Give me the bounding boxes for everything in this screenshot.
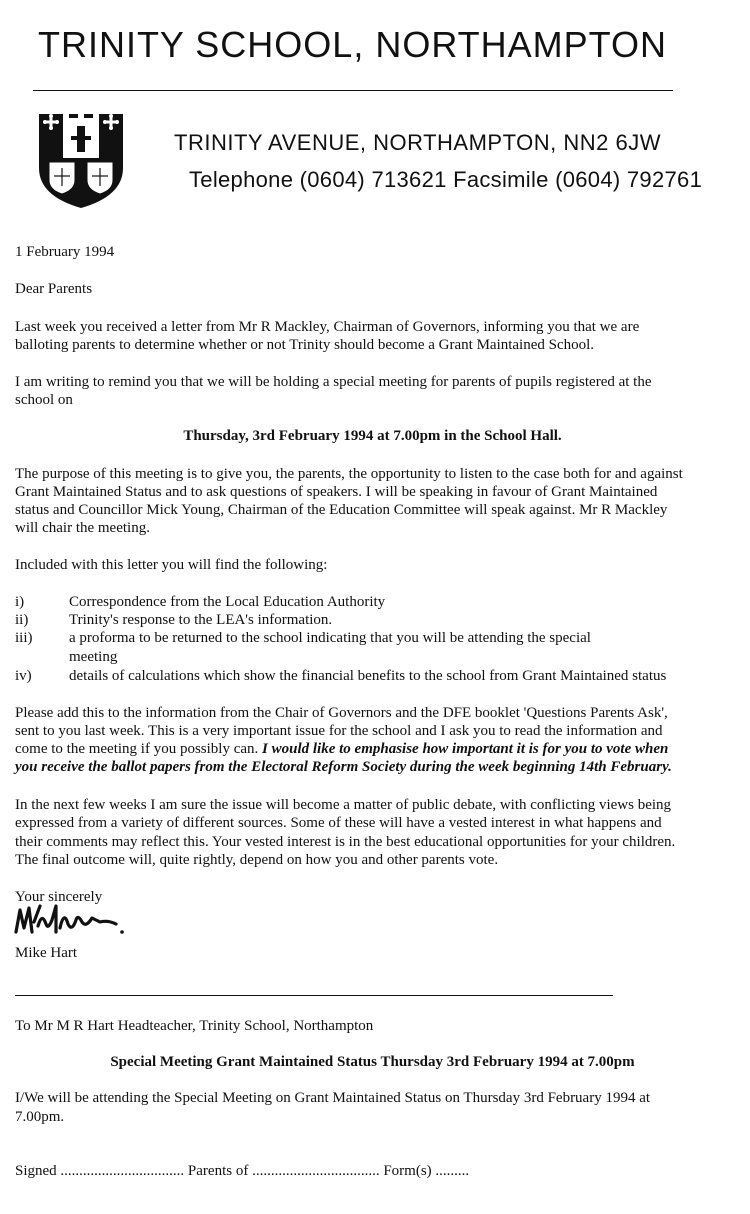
vote-emphasis-text: I would like to emphasise how important it is for you to vote when <box>262 741 669 757</box>
paragraph-3-line: will chair the meeting. <box>15 520 150 536</box>
list-item: Correspondence from the Local Education Authority <box>69 594 386 610</box>
list-item: details of calculations which show the financial benefits to the school from Grant Maintained status <box>69 668 667 684</box>
paragraph-2-line: I am writing to remind you that we will be holding a special meeting for parents of pupils registered at the <box>15 374 652 390</box>
paragraph-1-line: Last week you received a letter from Mr R Mackley, Chairman of Governors, informing you that we are <box>15 319 640 335</box>
signature-image <box>12 898 132 944</box>
vote-emphasis-text: you receive the ballot papers from the Electoral Reform Society during the week beginning 14th February. <box>15 759 672 775</box>
paragraph-3-line: status and Councillor Mick Young, Chairman of the Education Committee will speak against. Mr R Mackley <box>15 502 668 518</box>
list-item-number: i) <box>15 594 25 610</box>
school-name-heading: TRINITY SCHOOL, NORTHAMPTON <box>37 24 668 65</box>
paragraph-4-line: Please add this to the information from the Chair of Governors and the DFE booklet 'Questions Parents Ask', <box>15 705 668 721</box>
header-divider <box>33 90 673 91</box>
paragraph-1-line: balloting parents to determine whether or not Trinity should become a Grant Maintained School. <box>15 337 595 353</box>
school-crest-icon <box>33 108 129 212</box>
included-intro: Included with this letter you will find the following: <box>15 557 328 573</box>
reply-heading: Special Meeting Grant Maintained Status Thursday 3rd February 1994 at 7.00pm <box>110 1054 635 1070</box>
paragraph-5-line: The final outcome will, quite rightly, depend on how you and other parents vote. <box>15 852 499 868</box>
letter-salutation: Dear Parents <box>15 281 93 297</box>
paragraph-2-line: school on <box>15 392 73 408</box>
reply-body-line: I/We will be attending the Special Meeting on Grant Maintained Status on Thursday 3rd February 1994 at <box>15 1090 651 1106</box>
school-contact-numbers: Telephone (0604) 713621 Facsimile (0604) 792761 <box>189 167 703 192</box>
paragraph-5-line: In the next few weeks I am sure the issue will become a matter of public debate, with conflicting views being <box>15 797 672 813</box>
list-item-number: iii) <box>15 630 33 646</box>
list-item-number: ii) <box>15 612 29 628</box>
reply-to-line: To Mr M R Hart Headteacher, Trinity School, Northampton <box>15 1018 374 1034</box>
paragraph-4-line <box>15 740 730 759</box>
list-item-continuation: meeting <box>69 649 118 665</box>
reply-signature-fields: Signed ................................. Parents of .................................. Form(s) ......... <box>15 1163 470 1179</box>
meeting-details: Thursday, 3rd February 1994 at 7.00pm in the School Hall. <box>183 428 562 444</box>
tear-off-divider <box>15 995 613 996</box>
paragraph-5-line: their comments may reflect this. Your vested interest is in the best educational opportunities for your children. <box>15 834 676 850</box>
paragraph-3-line: The purpose of this meeting is to give you, the parents, the opportunity to listen to the case both for and against <box>15 466 683 482</box>
signatory-name: Mike Hart <box>15 945 78 961</box>
paragraph-4-line: sent to you last week. This is a very important issue for the school and I ask you to read the information and <box>15 723 663 739</box>
list-item-number: iv) <box>15 668 32 684</box>
paragraph-3-line: Grant Maintained Status and to ask questions of speakers. I will be speaking in favour of Grant Maintained <box>15 484 658 500</box>
list-item: Trinity's response to the LEA's information. <box>69 612 333 628</box>
reply-body-line: 7.00pm. <box>15 1109 65 1125</box>
paragraph-4-plain-text: come to the meeting if you possibly can. <box>15 741 263 757</box>
school-address: TRINITY AVENUE, NORTHAMPTON, NN2 6JW <box>174 130 661 155</box>
paragraph-5-line: expressed from a variety of different sources. Some of these will have a vested interest in what happens and <box>15 815 662 831</box>
list-item: a proforma to be returned to the school indicating that you will be attending the special <box>69 630 591 646</box>
letter-date: 1 February 1994 <box>15 244 115 260</box>
letter-closing: Your sincerely <box>15 889 103 905</box>
